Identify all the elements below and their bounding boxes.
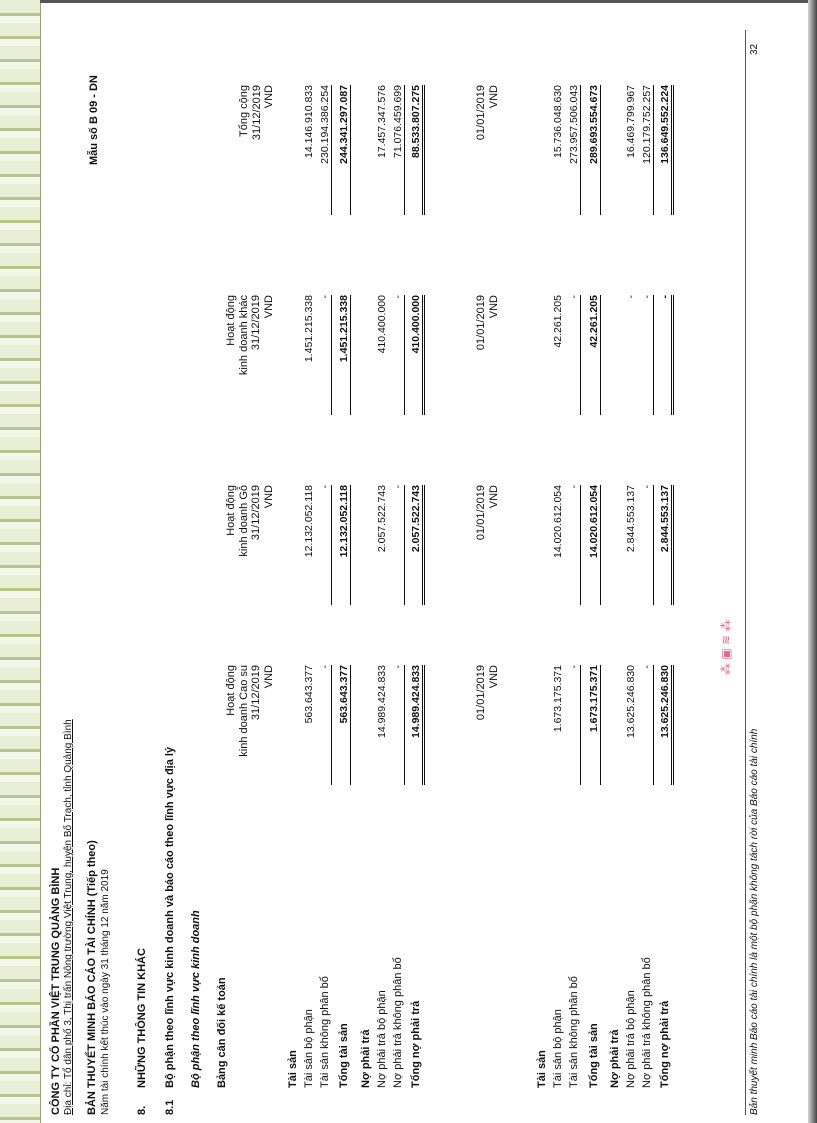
table-cell: 2.844.553.137 <box>625 485 637 553</box>
table-cell: 16.469.799.967 <box>625 85 637 158</box>
table-cell: - <box>319 485 332 605</box>
table-cell: 273.957.506.043 <box>568 85 581 215</box>
table-cell: - <box>641 295 654 415</box>
spiral-binding <box>0 0 41 1123</box>
t2-header-rubber: 01/01/2019 VND <box>475 665 500 721</box>
table-cell: 2.057.522.743 <box>376 485 388 553</box>
table-cell: - <box>319 295 332 415</box>
table-cell: 42.261.205 <box>552 295 564 348</box>
company-name: CÔNG TY CỔ PHẦN VIỆT TRUNG QUẢNG BÌNH <box>50 867 62 1115</box>
table-row-label: Tổng tài sản <box>588 1023 600 1088</box>
table-cell: 563.643.377 <box>338 665 351 785</box>
table-row-label: Tài sản <box>536 1050 548 1088</box>
table-cell: 289.693.554.673 <box>588 85 601 215</box>
company-address: Địa chỉ: Tổ dân phố 3, Thị trấn Nông trường Việt Trung, huyện Bố Trạch, tỉnh Quảng Bình <box>63 719 74 1115</box>
table-row-label: Tài sản bộ phận <box>552 1009 564 1088</box>
table-cell: - <box>641 485 654 605</box>
table-cell: - <box>568 485 581 605</box>
table-cell: 120.179.752.257 <box>641 85 654 215</box>
rotated-document-page <box>48 5 803 1115</box>
section-title: NHỮNG THÔNG TIN KHÁC <box>136 948 148 1088</box>
t2-header-wood: 01/01/2019 VND <box>475 485 500 541</box>
table-cell: 12.132.052.118 <box>303 485 315 558</box>
table-row-label: Nợ phải trả bộ phận <box>376 990 388 1088</box>
scan-right-edge <box>808 0 817 1123</box>
t1-header-other: Hoạt động kinh doanh khác 31/12/2019 VND <box>225 295 275 376</box>
table-cell: 136.649.552.224 <box>659 85 674 215</box>
table-row-label: Tài sản <box>287 1050 299 1088</box>
subsection-number: 8.1 <box>164 1099 176 1115</box>
table-cell: - <box>392 295 405 415</box>
subsection-title: Bộ phận theo lĩnh vực kinh doanh và báo cáo theo lĩnh vực địa lý <box>164 746 176 1088</box>
table-cell: 71.076.459.699 <box>392 85 405 215</box>
form-number: Mẫu số B 09 - DN <box>88 75 100 165</box>
table-cell: - <box>641 665 654 785</box>
table-cell: - <box>319 665 332 785</box>
table-cell: 1.451.215.338 <box>338 295 351 415</box>
table-row-label: Tổng nợ phải trả <box>659 1000 671 1088</box>
table-cell: 14.020.612.054 <box>588 485 601 605</box>
table-cell: 14.020.612.054 <box>552 485 564 558</box>
table-cell: - <box>392 665 405 785</box>
t2-header-other: 01/01/2019 VND <box>475 295 500 351</box>
t1-header-wood: Hoạt động kinh doanh Gỗ 31/12/2019 VND <box>225 485 275 557</box>
table-cell: 2.057.522.743 <box>410 485 425 605</box>
red-stamp-mark: ⁂ ▣ ≋ ⁂ <box>719 619 733 675</box>
section-number: 8. <box>136 1105 148 1115</box>
table-row-label: Nợ phải trả <box>360 1029 372 1088</box>
table-cell: 88.533.807.275 <box>410 85 425 215</box>
table-cell: 14.989.424.833 <box>376 665 388 738</box>
table-row-label: Nợ phải trả không phân bổ <box>392 957 404 1088</box>
scan-top-edge <box>40 0 808 3</box>
table-row-label: Tài sản không phân bổ <box>319 976 331 1088</box>
table-row-label: Tài sản bộ phận <box>303 1009 315 1088</box>
table-cell: 563.643.377 <box>303 665 315 724</box>
table-row-label: Nợ phải trả <box>609 1029 621 1088</box>
table-row-label: Nợ phải trả bộ phận <box>625 990 637 1088</box>
table-cell: 1.673.175.371 <box>588 665 601 785</box>
table-cell: 15.736.048.630 <box>552 85 564 158</box>
table-cell: 244.341.297.087 <box>338 85 351 215</box>
table-cell: 2.844.553.137 <box>659 485 674 605</box>
table-cell: - <box>625 295 637 299</box>
table-row-label: Tài sản không phân bổ <box>568 976 580 1088</box>
t2-header-total: 01/01/2019 VND <box>475 85 500 141</box>
table-cell: 1.451.215.338 <box>303 295 315 363</box>
table-cell: 14.989.424.833 <box>410 665 425 785</box>
report-title: BẢN THUYẾT MINH BÁO CÁO TÀI CHÍNH (Tiếp theo) <box>86 840 98 1115</box>
table-cell: 13.625.246.830 <box>625 665 637 738</box>
t1-header-total: Tổng cộng 31/12/2019 VND <box>238 85 276 141</box>
table-cell: 410.400.000 <box>376 295 388 354</box>
footer-note: Bản thuyết minh Báo cáo tài chính là một bộ phận không tách rời của Báo cáo tài chính <box>749 728 760 1115</box>
table-cell: 13.625.246.830 <box>659 665 674 785</box>
balance-sheet-heading: Bảng cân đối kế toán <box>216 977 228 1088</box>
segment-heading: Bộ phận theo lĩnh vực kinh doanh <box>190 910 202 1088</box>
table-cell: 42.261.205 <box>588 295 601 415</box>
table-row-label: Tổng nợ phải trả <box>410 1000 422 1088</box>
t1-header-rubber: Hoạt động kinh doanh Cao su 31/12/2019 VND <box>225 665 275 757</box>
table-cell: - <box>659 295 674 415</box>
table-row-label: Tổng tài sản <box>338 1023 350 1088</box>
report-period: Năm tài chính kết thúc vào ngày 31 tháng 12 năm 2019 <box>100 869 111 1115</box>
table-cell: - <box>568 295 581 415</box>
table-cell: - <box>392 485 405 605</box>
table-cell: 14.146.910.833 <box>303 85 315 158</box>
table-cell: 410.400.000 <box>410 295 425 415</box>
table-row-label: Nợ phải trả không phân bổ <box>641 957 653 1088</box>
table-cell: 17.457.347.576 <box>376 85 388 158</box>
page-number: 32 <box>749 43 760 55</box>
table-cell: 1.673.175.371 <box>552 665 564 733</box>
footer-divider <box>745 30 746 1115</box>
table-cell: 12.132.052.118 <box>338 485 351 605</box>
table-cell: - <box>568 665 581 785</box>
table-cell: 230.194.386.254 <box>319 85 332 215</box>
